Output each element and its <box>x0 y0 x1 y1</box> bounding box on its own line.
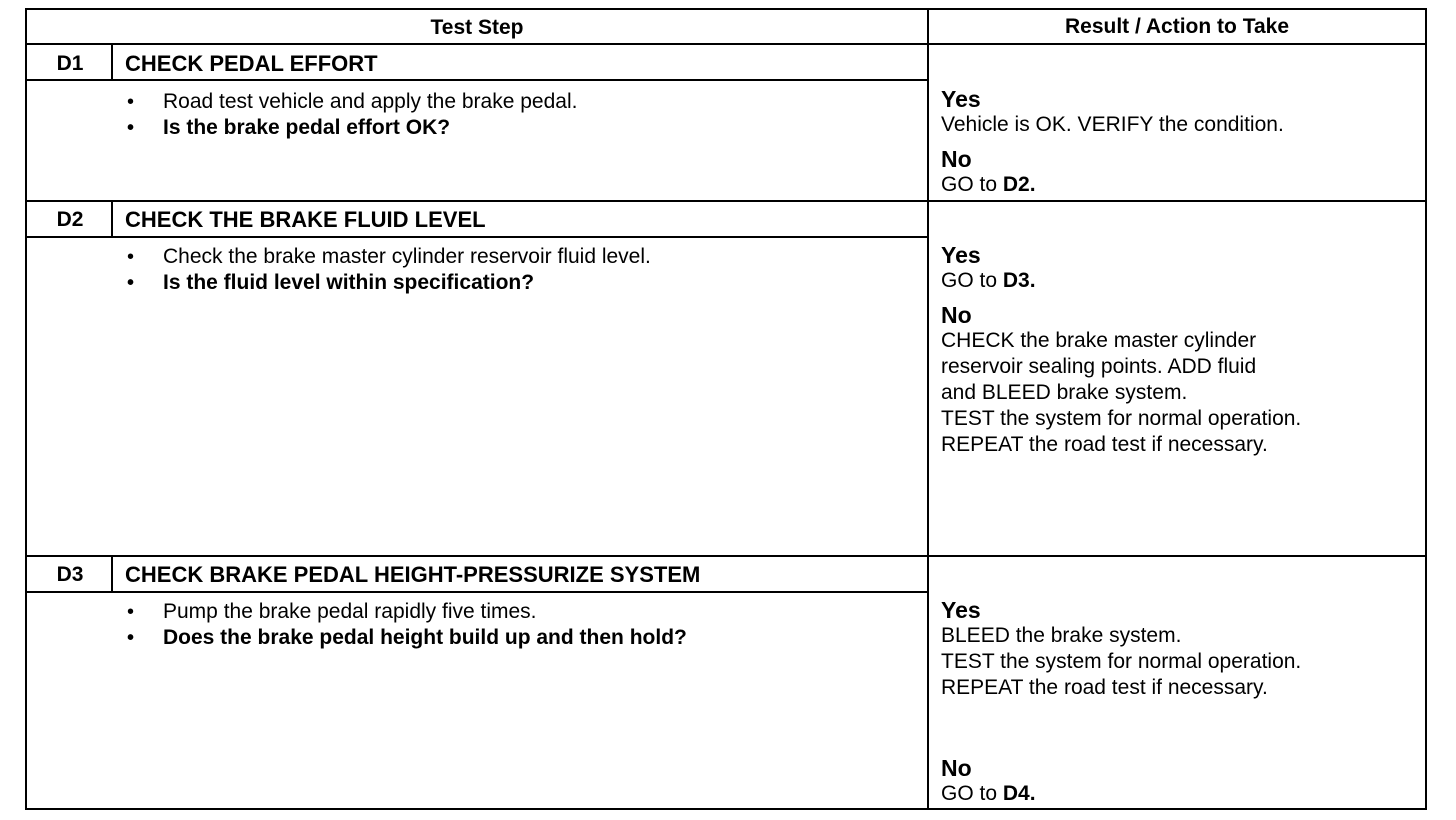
step-id: D3 <box>56 563 84 586</box>
result-no-text: CHECK the brake master cylinder reservoir sealing points. ADD fluid and BLEED brake system. TEST the system for normal operation. REPEAT the road test if necessary. <box>941 329 1302 456</box>
step-bullet-list <box>119 599 687 651</box>
step-bullet-list <box>119 244 651 296</box>
result-no-text: GO to D4. <box>941 782 1036 805</box>
step-title: CHECK PEDAL EFFORT <box>125 51 378 76</box>
diagnostic-table <box>25 8 1427 810</box>
step-instruction: • Pump the brake pedal rapidly five times. <box>127 600 537 623</box>
result-no-label: No <box>941 755 972 781</box>
result-no-label: No <box>941 302 972 328</box>
step-result-no <box>941 756 1411 807</box>
step-bullet-list <box>119 89 577 141</box>
step-title-divider <box>27 79 927 81</box>
step-result <box>941 87 1411 198</box>
result-yes-text: BLEED the brake system. TEST the system for normal operation. REPEAT the road test if necessary. <box>941 624 1302 699</box>
result-no-text: GO to D2. <box>941 173 1036 196</box>
result-no-label: No <box>941 146 972 172</box>
step-id: D2 <box>56 208 84 231</box>
step-divider <box>27 555 1425 557</box>
goto-step-ref: D3. <box>1002 269 1036 292</box>
bullet-icon: • <box>127 246 135 268</box>
step-title: CHECK THE BRAKE FLUID LEVEL <box>125 207 486 232</box>
result-yes-label: Yes <box>941 242 981 268</box>
step-question: • Does the brake pedal height build up and then hold? <box>127 626 687 649</box>
bullet-icon: • <box>127 117 135 139</box>
goto-step-ref: D4. <box>1002 782 1036 805</box>
step-title: CHECK BRAKE PEDAL HEIGHT-PRESSURIZE SYSTEM <box>125 562 701 587</box>
bullet-icon: • <box>127 272 135 294</box>
step-instruction: • Road test vehicle and apply the brake pedal. <box>127 90 578 113</box>
step-question: • Is the fluid level within specification? <box>127 271 535 294</box>
bullet-icon: • <box>127 627 135 649</box>
step-result <box>941 598 1411 701</box>
step-question: • Is the brake pedal effort OK? <box>127 116 451 139</box>
step-title-divider <box>27 591 927 593</box>
header-test-step: Test Step <box>430 16 524 39</box>
column-divider <box>927 10 929 808</box>
bullet-icon: • <box>127 601 135 623</box>
result-yes-text: GO to D3. <box>941 269 1036 292</box>
result-yes-label: Yes <box>941 597 981 623</box>
goto-step-ref: D2. <box>1002 173 1036 196</box>
step-id: D1 <box>56 52 84 75</box>
step-instruction: • Check the brake master cylinder reservoir fluid level. <box>127 245 651 268</box>
header-result-action: Result / Action to Take <box>1064 15 1290 38</box>
step-result <box>941 243 1411 458</box>
step-title-divider <box>27 236 927 238</box>
result-yes-label: Yes <box>941 86 981 112</box>
step-divider <box>27 200 1425 202</box>
result-yes-text: Vehicle is OK. VERIFY the condition. <box>941 113 1284 136</box>
bullet-icon: • <box>127 91 135 113</box>
header-divider <box>27 43 1425 45</box>
